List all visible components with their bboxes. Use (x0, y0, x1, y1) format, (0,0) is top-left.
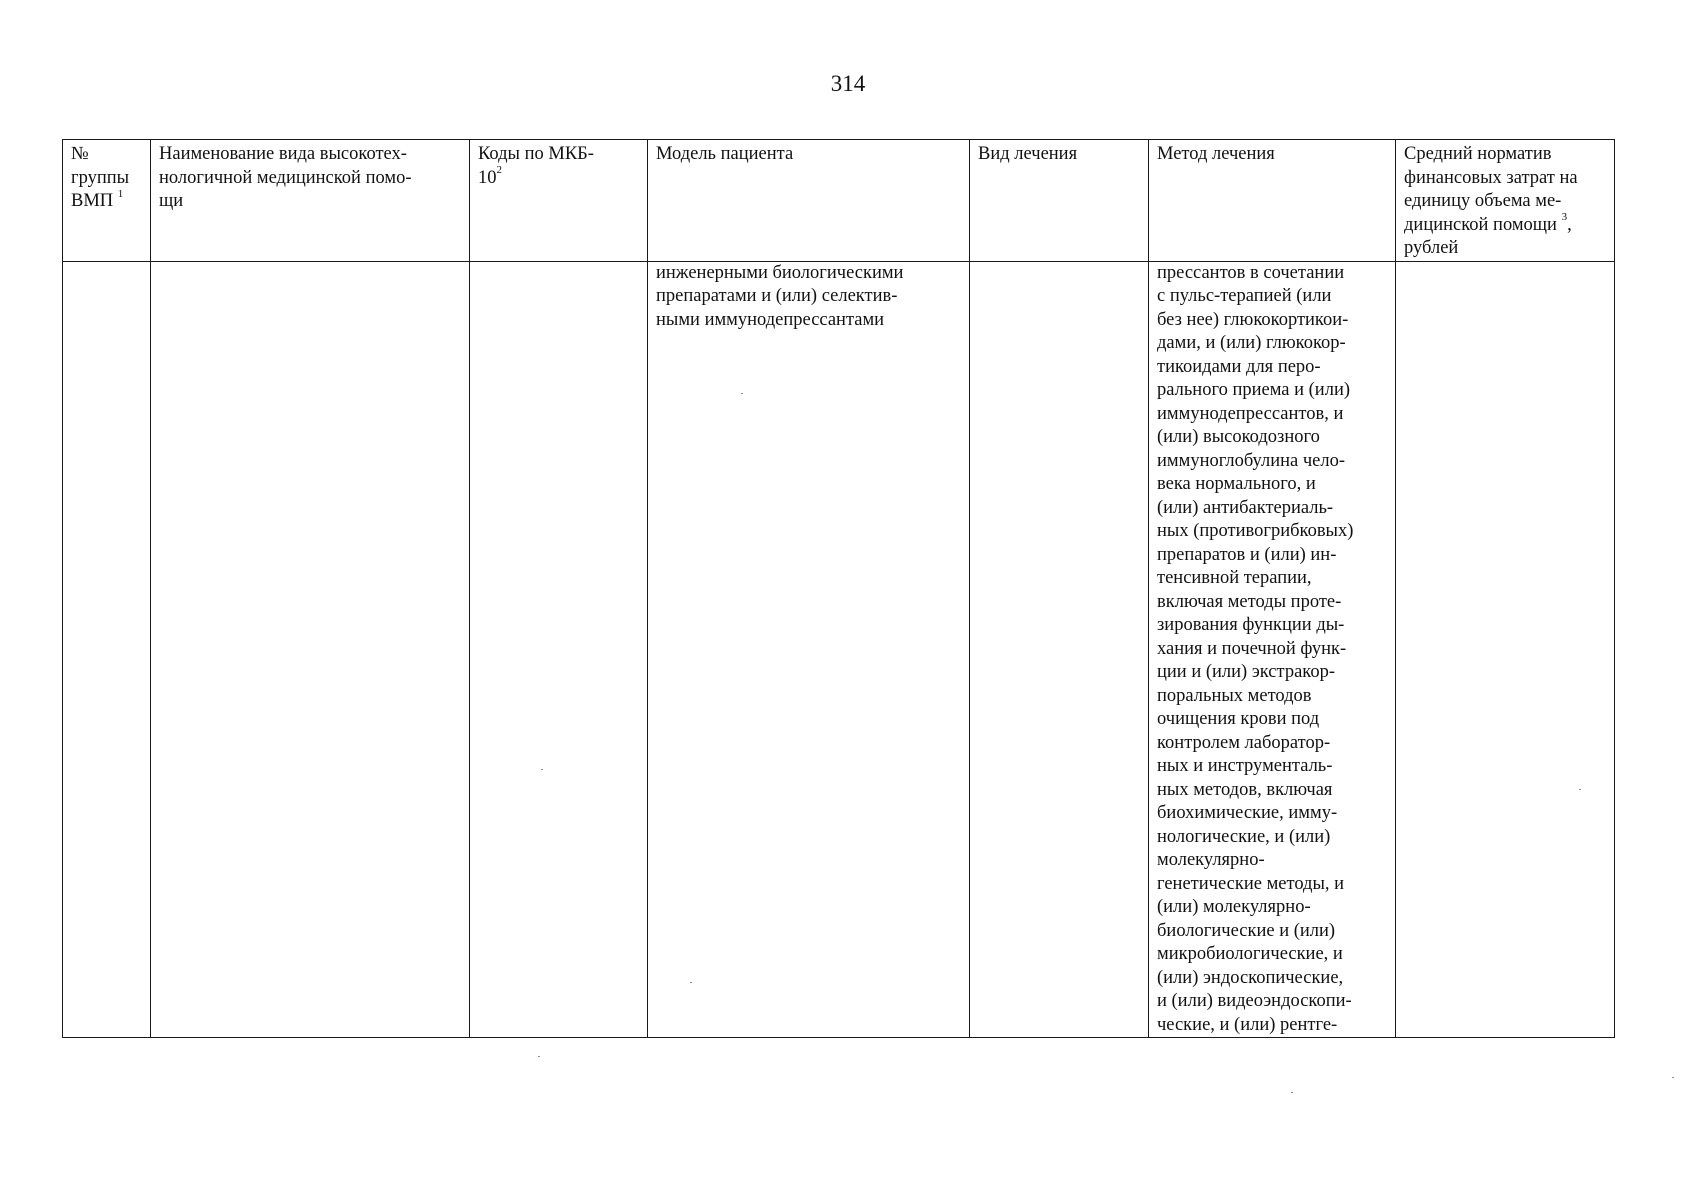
header-group-number: № группы ВМП $^1$ (63, 140, 151, 262)
header-patient-model: Модель пациента (648, 140, 970, 262)
header-care-type-name: Наименование вида высокотех- нологичной медицинской помо- щи (151, 140, 470, 262)
scan-speck (690, 982, 692, 983)
page-number: 314 (830, 71, 866, 96)
footnote-marker: 1 (117, 187, 124, 200)
header-treatment-method: Метод лечения (1149, 140, 1396, 262)
cell-patient-model: инженерными биологическими препаратами и (или) селектив- ными иммунодепрессантами (648, 261, 970, 1038)
cell-treatment-type (970, 261, 1149, 1038)
footnote-marker: 3 (1561, 211, 1568, 224)
scan-speck (1579, 789, 1581, 790)
header-icd-codes: Коды по МКБ- $10^2$ (470, 140, 648, 262)
table-row (63, 261, 1615, 1038)
header-cost-standard: Средний норматив финансовых затрат на единицу объема ме- дицинской помощи $^3$, рублей (1396, 140, 1615, 262)
cell-treatment-method: прессантов в сочетании с пульс-терапией (или без нее) глюкокортикои- дами, и (или) глюкокор- тикоидами для перо- рального приема и (или) иммунодепрессантов, и (или) высокодозного иммуноглобулина чело- века нормального, и (или) антибактериаль- ных (противогрибковых) препаратов и (или) ин- тенсивной терапии, включая методы проте- зирования функции ды- хания и почечной функ- ции и (или) экстракор- поральных методов очищения крови под контролем лаборатор- ных и инструменталь- ных методов, включая биохимические, имму- нологические, и (или) молекулярно- генетические методы, и (или) молекулярно- биологические и (или) микробиологические, и (или) эндоскопические, и (или) видеоэндоскопи- ческие, и (или) рентге- (1149, 261, 1396, 1038)
footnote-marker: 2 (496, 164, 502, 177)
cell-icd-codes (470, 261, 648, 1038)
scan-speck (1291, 1092, 1293, 1093)
cell-cost-standard (1396, 261, 1615, 1038)
table-header-row (63, 140, 1615, 262)
scan-speck (1672, 1077, 1674, 1078)
header-treatment-type: Вид лечения (970, 140, 1149, 262)
scan-speck (538, 1056, 540, 1057)
vmp-table (62, 139, 1615, 1038)
cell-group-number (63, 261, 151, 1038)
cell-care-type-name (151, 261, 470, 1038)
scan-speck (541, 769, 543, 770)
scan-speck (741, 393, 743, 394)
